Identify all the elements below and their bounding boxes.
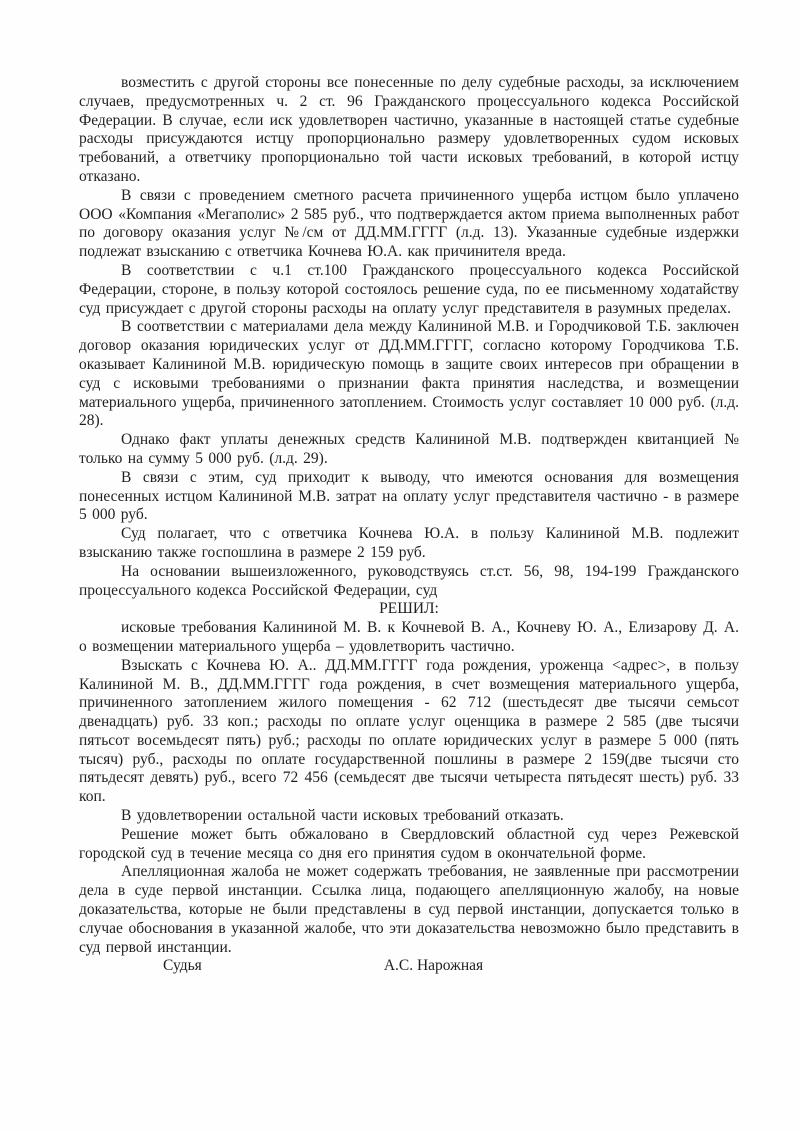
signature-title: Судья xyxy=(163,957,202,975)
paragraph: возместить с другой стороны все понесенные по делу судебные расходы, за исключением случаев, предусмотренных ч. 2 ст. 96 Гражданского процессуального кодекса Российской Федерации. В случае, если иск удовлетворен частично, указанные в настоящей статье судебные расходы присуждаются истцу пропорционально размеру удовлетворенных судом исковых требований, а ответчику пропорционально той части исковых требований, в которой истцу отказано. xyxy=(79,74,739,185)
paragraph: В соответствии с материалами дела между Калининой М.В. и Городчиковой Т.Б. заключен договор оказания юридических услуг от ДД.ММ.ГГГГ, согласно которому Городчикова Т.Б. оказывает Калининой М.В. юридическую помощь в защите своих интересов при обращении в суд с исковыми требованиями о признании факта принятия наследства, и возмещении материального ущерба, причиненного затоплением. Стоимость услуг составляет 10 000 руб. (л.д. 28). xyxy=(79,318,739,430)
decision-heading: РЕШИЛ: xyxy=(379,600,439,618)
paragraph: В связи с этим, суд приходит к выводу, что имеются основания для возмещения понесенных истцом Калининой М.В. затрат на оплату услуг представителя частично - в размере 5 000 руб. xyxy=(79,468,739,524)
paragraph: В связи с проведением сметного расчета причиненного ущерба истцом было уплачено ООО «Компания «Мегаполис» 2 585 руб., что подтверждается актом приема выполненных работ по договору оказания услуг №/см от ДД.ММ.ГГГГ (л.д. 13). Указанные судебные издержки подлежат взысканию с ответчика Кочнева Ю.А. как причинителя вреда. xyxy=(79,186,739,261)
paragraph: Однако факт уплаты денежных средств Калининой М.В. подтвержден квитанцией № только на сумму 5 000 руб. (л.д. 29). xyxy=(79,431,739,467)
signature-name: А.С. Нарожная xyxy=(383,957,484,975)
paragraph: В удовлетворении остальной части исковых требований отказать. xyxy=(121,807,564,825)
paragraph: Апелляционная жалоба не может содержать требования, не заявленные при рассмотрении дела в суде первой инстанции. Ссылка лица, подающего апелляционную жалобу, на новые доказательства, которые не были представлены в суд первой инстанции, допускается только в случае обоснования в указанной жалобе, что эти доказательства невозможно было представить в суд первой инстанции. xyxy=(79,863,739,956)
paragraph: Суд полагает, что с ответчика Кочнева Ю.А. в пользу Калининой М.В. подлежит взысканию также госпошлина в размере 2 159 руб. xyxy=(79,525,739,561)
paragraph: В соответствии с ч.1 ст.100 Гражданского процессуального кодекса Российской Федерации, стороне, в пользу которой состоялось решение суда, по ее письменному ходатайству суд присуждает с другой стороны расходы на оплату услуг представителя в разумных пределах. xyxy=(79,261,739,317)
signature-line xyxy=(79,957,739,976)
paragraph: Решение может быть обжаловано в Свердловский областной суд через Режевской городской суд в течение месяца со дня его принятия судом в окончательной форме. xyxy=(79,825,739,862)
document-body xyxy=(79,74,739,957)
paragraph: На основании вышеизложенного, руководствуясь ст.ст. 56, 98, 194-199 Гражданского процессуального кодекса Российской Федерации, суд xyxy=(79,562,739,599)
paragraph: Взыскать с Кочнева Ю. А.. ДД.ММ.ГГГГ года рождения, уроженца <адрес>, в пользу Калининой М. В., ДД.ММ.ГГГГ года рождения, в счет возмещения материального ущерба, причиненного затоплением жилого помещения - 62 712 (шестьдесят две тысячи семьсот двенадцать) руб. 33 коп.; расходы по оплате услуг оценщика в размере 2 585 (две тысячи пятьсот восемьдесят пять) руб.; расходы по оплате юридических услуг в размере 5 000 (пять тысяч) руб., расходы по оплате государственной пошлины в размере 2 159(две тысячи сто пятьдесят девять) руб., всего 72 456 (семьдесят две тысячи четыреста пятьдесят шесть) руб. 33 коп. xyxy=(79,656,739,806)
paragraph: исковые требования Калининой М. В. к Кочневой В. А., Кочневу Ю. А., Елизарову Д. А. о возмещении материального ущерба – удовлетворить частично. xyxy=(79,619,739,655)
